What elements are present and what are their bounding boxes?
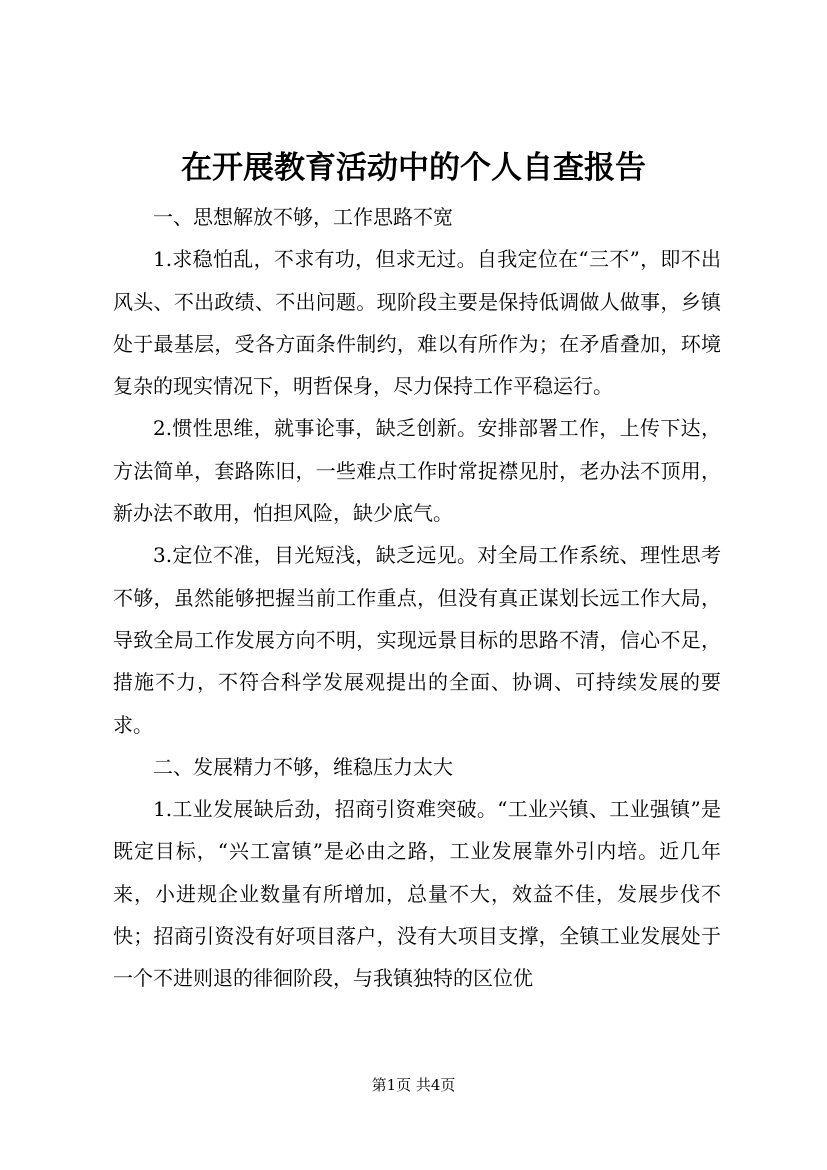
- section-heading-2: 二、发展精力不够，维稳压力太大: [153, 754, 453, 779]
- page-footer: 第1页 共4页: [371, 1076, 456, 1094]
- paragraph-1-1: 1.求稳怕乱，不求有功，但求无过。自我定位在“三不”，即不出风头、不出政绩、不出问题。现阶段主要是保持低调做人做事，乡镇处于最基层，受各方面条件制约，难以有所作为；在矛盾叠加，环境复杂的现实情况下，明哲保身，尽力保持工作平稳运行。: [113, 247, 721, 399]
- document-title: 在开展教育活动中的个人自查报告: [181, 150, 646, 186]
- paragraph-1-2: 2.惯性思维，就事论事，缺乏创新。安排部署工作，上传下达，方法简单，套路陈旧，一些难点工作时常捉襟见肘，老办法不顶用，新办法不敢用，怕担风险，缺少底气。: [113, 416, 721, 526]
- document-body: [113, 196, 721, 1000]
- section-heading-1: 一、思想解放不够，工作思路不宽: [153, 205, 453, 229]
- paragraph-1-3: 3.定位不准，目光短浅，缺乏远见。对全局工作系统、理性思考不够，虽然能够把握当前工作重点，但没有真正谋划长远工作大局，导致全局工作发展方向不明，实现远景目标的思路不清，信心不足，措施不力，不符合科学发展观提出的全面、协调、可持续发展的要求。: [113, 543, 721, 737]
- paragraph-2-1: 1.工业发展缺后劲，招商引资难突破。“工业兴镇、工业强镇”是既定目标，“兴工富镇”是必由之路，工业发展靠外引内培。近几年来，小进规企业数量有所增加，总量不大，效益不佳，发展步伐不快；招商引资没有好项目落户，没有大项目支撑，全镇工业发展处于一个不进则退的徘徊阶段，与我镇独特的区位优: [113, 797, 721, 991]
